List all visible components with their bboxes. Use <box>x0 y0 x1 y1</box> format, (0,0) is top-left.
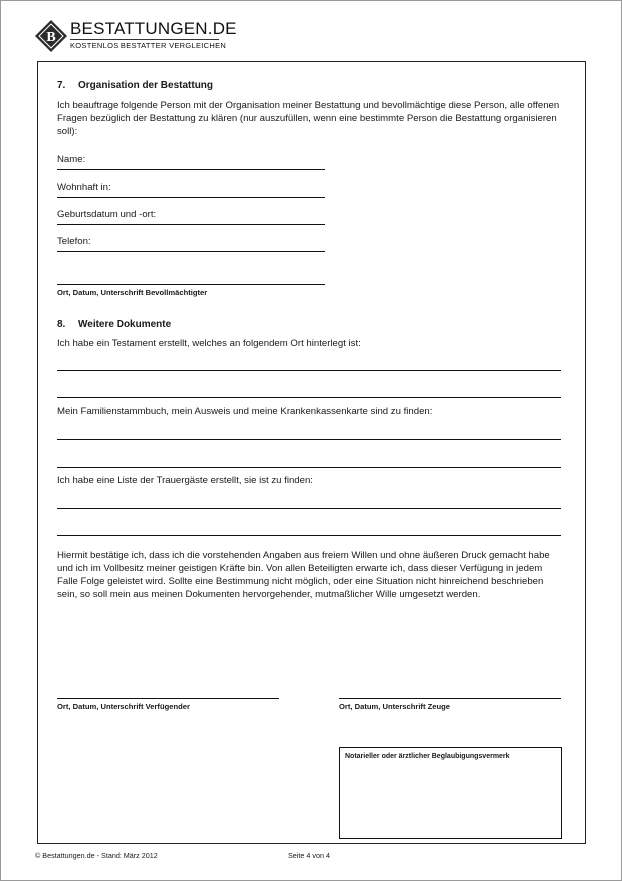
section-7-number: 7. <box>57 80 66 91</box>
field-name-label: Name: <box>57 154 86 165</box>
field-name-line[interactable] <box>57 169 325 170</box>
section-8-number: 8. <box>57 319 66 330</box>
section-7-title: Organisation der Bestattung <box>78 80 214 91</box>
witness-signature-line[interactable] <box>339 698 561 699</box>
notary-box[interactable] <box>339 747 562 839</box>
field-residence-line[interactable] <box>57 197 325 198</box>
field-residence-label: Wohnhaft in: <box>57 182 111 193</box>
documents-line-2[interactable] <box>57 467 561 468</box>
field-phone-line[interactable] <box>57 251 325 252</box>
proxy-signature-line[interactable] <box>57 284 325 285</box>
proxy-signature-caption: Ort, Datum, Unterschrift Bevollmächtigter <box>57 288 208 297</box>
logo-letter: B <box>46 30 56 45</box>
section-8-title: Weitere Dokumente <box>78 319 172 330</box>
brand-logo[interactable] <box>34 19 237 55</box>
testament-question: Ich habe ein Testament erstellt, welches an folgendem Ort hinterlegt ist: <box>57 338 361 349</box>
footer-page-number: Seite 4 von 4 <box>288 851 330 860</box>
guests-line-1[interactable] <box>57 508 561 509</box>
grantor-signature-line[interactable] <box>57 698 279 699</box>
footer-copyright: © Bestattungen.de - Stand: März 2012 <box>35 851 158 860</box>
guests-question: Ich habe eine Liste der Trauergäste erstellt, sie ist zu finden: <box>57 475 313 486</box>
testament-line-2[interactable] <box>57 397 561 398</box>
brand-divider <box>70 39 219 40</box>
guests-line-2[interactable] <box>57 535 561 536</box>
brand-tagline: KOSTENLOS BESTATTER VERGLEICHEN <box>70 41 227 50</box>
documents-line-1[interactable] <box>57 439 561 440</box>
field-birth-line[interactable] <box>57 224 325 225</box>
section-7-intro: Ich beauftrage folgende Person mit der Organisation meiner Bestattung und bevollmächtige diese Person, alle offenen Fragen bezüglich der Bestattung zu klären (nur auszufüllen, wenn eine bestimmte Person die Bestattung organisieren soll): <box>57 100 560 137</box>
field-phone-label: Telefon: <box>57 236 91 247</box>
brand-diamond-icon <box>34 19 68 53</box>
notary-label: Notarieller oder ärztlicher Beglaubigungsvermerk <box>345 753 510 760</box>
form-frame <box>37 61 586 844</box>
field-birth-label: Geburtsdatum und -ort: <box>57 209 157 220</box>
testament-line-1[interactable] <box>57 370 561 371</box>
declaration-text: Hiermit bestätige ich, dass ich die vorstehenden Angaben aus freiem Willen und ohne äußeren Druck gemacht habe und ich im Vollbesitz meiner geistigen Kräfte bin. Von allen Beteiligten erwarte ich, dass dieser Verfügung in jedem Falle Folge geleistet wird. Sollte eine Bestimmung nicht möglich, oder eine Situation nicht hinreichend beschrieben sein, so soll mein aus meinen Dokumenten hervorgehender, mutmaßlicher Wille umgesetzt werden. <box>57 550 550 600</box>
witness-signature-caption: Ort, Datum, Unterschrift Zeuge <box>339 702 450 711</box>
documents-question: Mein Familienstammbuch, mein Ausweis und meine Krankenkassenkarte sind zu finden: <box>57 406 433 417</box>
brand-name: BESTATTUNGEN.DE <box>70 19 237 38</box>
grantor-signature-caption: Ort, Datum, Unterschrift Verfügender <box>57 702 190 711</box>
